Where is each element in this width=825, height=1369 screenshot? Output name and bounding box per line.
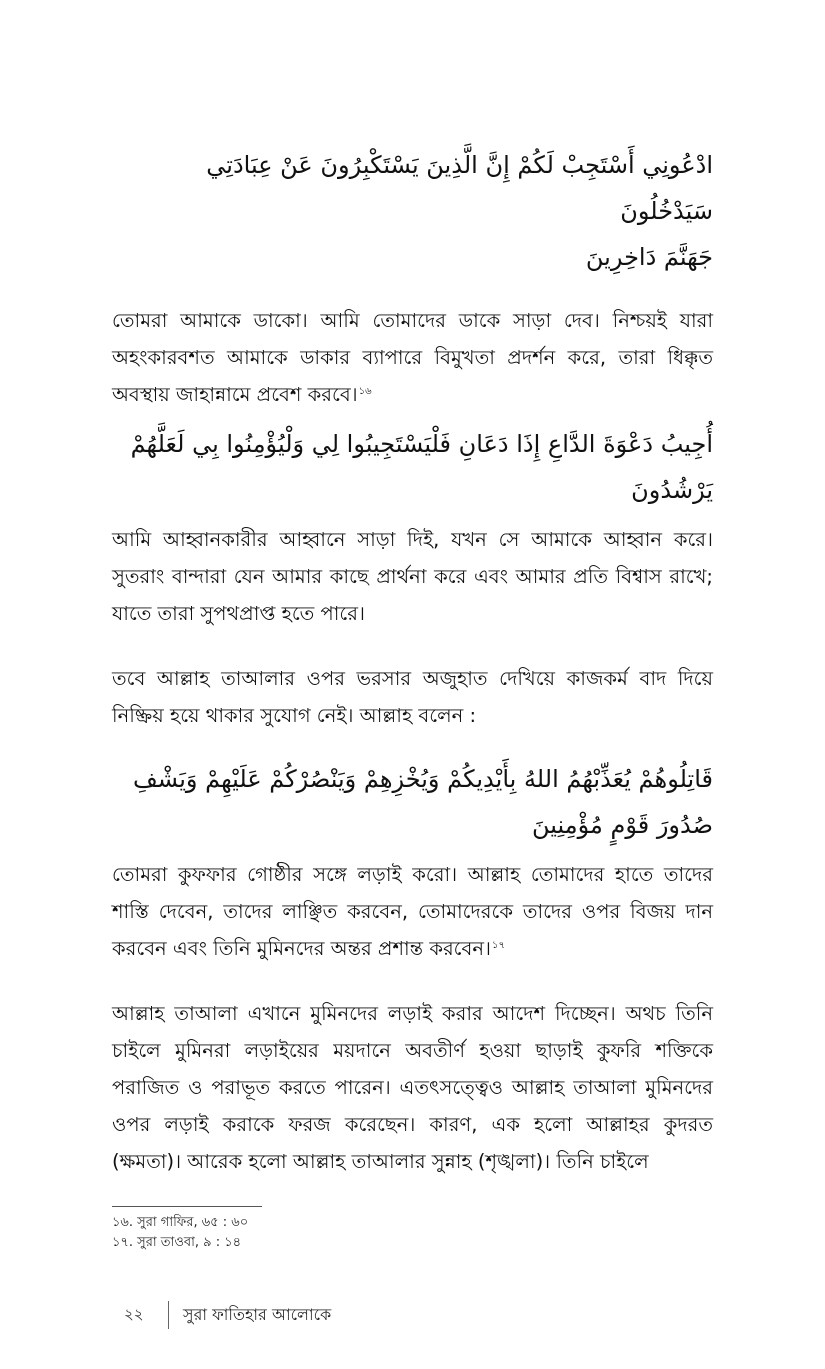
footnotes <box>112 1206 713 1253</box>
arabic-verse-1 <box>112 142 713 280</box>
footnote-marker[interactable]: ১৬ <box>358 385 372 397</box>
footnote-16: ১৬. সুরা গাফির, ৬৫ : ৬০ <box>112 1215 249 1230</box>
bengali-paragraph-3 <box>112 660 713 734</box>
arabic-verse-2 <box>112 421 713 513</box>
page-number: ২২ <box>124 1304 144 1323</box>
spacer <box>112 280 713 302</box>
spacer <box>112 513 713 521</box>
footer-divider <box>168 1301 169 1329</box>
arabic-line: ادْعُونِي أَسْتَجِبْ لَكُمْ إِنَّ الَّذِينَ يَسْتَكْبِرُونَ عَنْ عِبَادَتِي سَيَدْخُلُونَ <box>206 151 713 225</box>
arabic-verse-3 <box>112 756 713 848</box>
page-content <box>112 142 713 1369</box>
arabic-line: قَاتِلُوهُمْ يُعَذِّبْهُمُ اللهُ بِأَيْدِيكُمْ وَيُخْزِهِمْ وَيَنْصُرْكُمْ عَلَيْهِمْ وَيَشْفِ <box>132 765 713 793</box>
bengali-translation-4 <box>112 856 713 967</box>
spacer <box>112 632 713 660</box>
paragraph-text: তোমরা আমাকে ডাকো। আমি তোমাদের ডাকে সাড়া দেব। নিশ্চয়ই যারা অহংকারবশত আমাকে ডাকার ব্যাপারে বিমুখতা প্রদর্শন করে, তারা ধিক্কৃত অবস্থায় জাহান্নামে প্রবেশ করবে। <box>112 309 713 406</box>
arabic-line: جَهَنَّمَ دَاخِرِينَ <box>585 243 713 271</box>
footnote-divider <box>112 1206 262 1207</box>
spacer <box>112 848 713 856</box>
page-footer <box>112 1301 713 1369</box>
paragraph-text: তোমরা কুফফার গোষ্ঠীর সঙ্গে লড়াই করো। আল্লাহ তোমাদের হাতে তাদের শাস্তি দেবেন, তাদের লাঞ্ছিত করবেন, তোমাদেরকে তাদের ওপর বিজয় দান করবেন এবং তিনি মুমিনদের অন্তর প্রশান্ত করবেন। <box>112 863 713 960</box>
paragraph-text: তবে আল্লাহ তাআলার ওপর ভরসার অজুহাত দেখিয়ে কাজকর্ম বাদ দিয়ে নিষ্ক্রিয় হয়ে থাকার সুযোগ নেই। আল্লাহ বলেন : <box>112 667 713 727</box>
arabic-line: صُدُورَ قَوْمٍ مُؤْمِنِينَ <box>531 811 713 839</box>
bengali-translation-2 <box>112 521 713 632</box>
spacer <box>112 734 713 756</box>
arabic-line: أُجِيبُ دَعْوَةَ الدَّاعِ إِذَا دَعَانِ فَلْيَسْتَجِيبُوا لِي وَلْيُؤْمِنُوا بِي لَعَلَّهُمْ يَرْشُدُونَ <box>130 430 713 504</box>
spacer <box>112 413 713 421</box>
bengali-paragraph-5 <box>112 995 713 1180</box>
footnote-marker[interactable]: ১৭ <box>492 939 505 951</box>
paragraph-text: আল্লাহ তাআলা এখানে মুমিনদের লড়াই করার আদেশ দিচ্ছেন। অথচ তিনি চাইলে মুমিনরা লড়াইয়ের ময়দানে অবতীর্ণ হওয়া ছাড়াই কুফরি শক্তিকে পরাজিত ও পরাভূত করতে পারেন। এতৎসত্ত্বেও আল্লাহ তাআলা মুমিনদের ওপর লড়াই করাকে ফরজ করেছেন। কারণ, এক হলো আল্লাহর কুদরত (ক্ষমতা)। আরেক হলো আল্লাহ তাআলার সুন্নাহ (শৃঙ্খলা)। তিনি চাইলে <box>112 1002 713 1173</box>
paragraph-text: আমি আহ্বানকারীর আহ্বানে সাড়া দিই, যখন সে আমাকে আহ্বান করে। সুতরাং বান্দারা যেন আমার কাছে প্রার্থনা করে এবং আমার প্রতি বিশ্বাস রাখে; যাতে তারা সুপথপ্রাপ্ত হতে পারে। <box>112 528 713 625</box>
bengali-translation-1 <box>112 302 713 413</box>
running-title: সুরা ফাতিহার আলোকে <box>183 1304 332 1324</box>
footnote-17: ১৭. সুরা তাওবা, ৯ : ১৪ <box>112 1235 242 1250</box>
spacer <box>112 967 713 995</box>
